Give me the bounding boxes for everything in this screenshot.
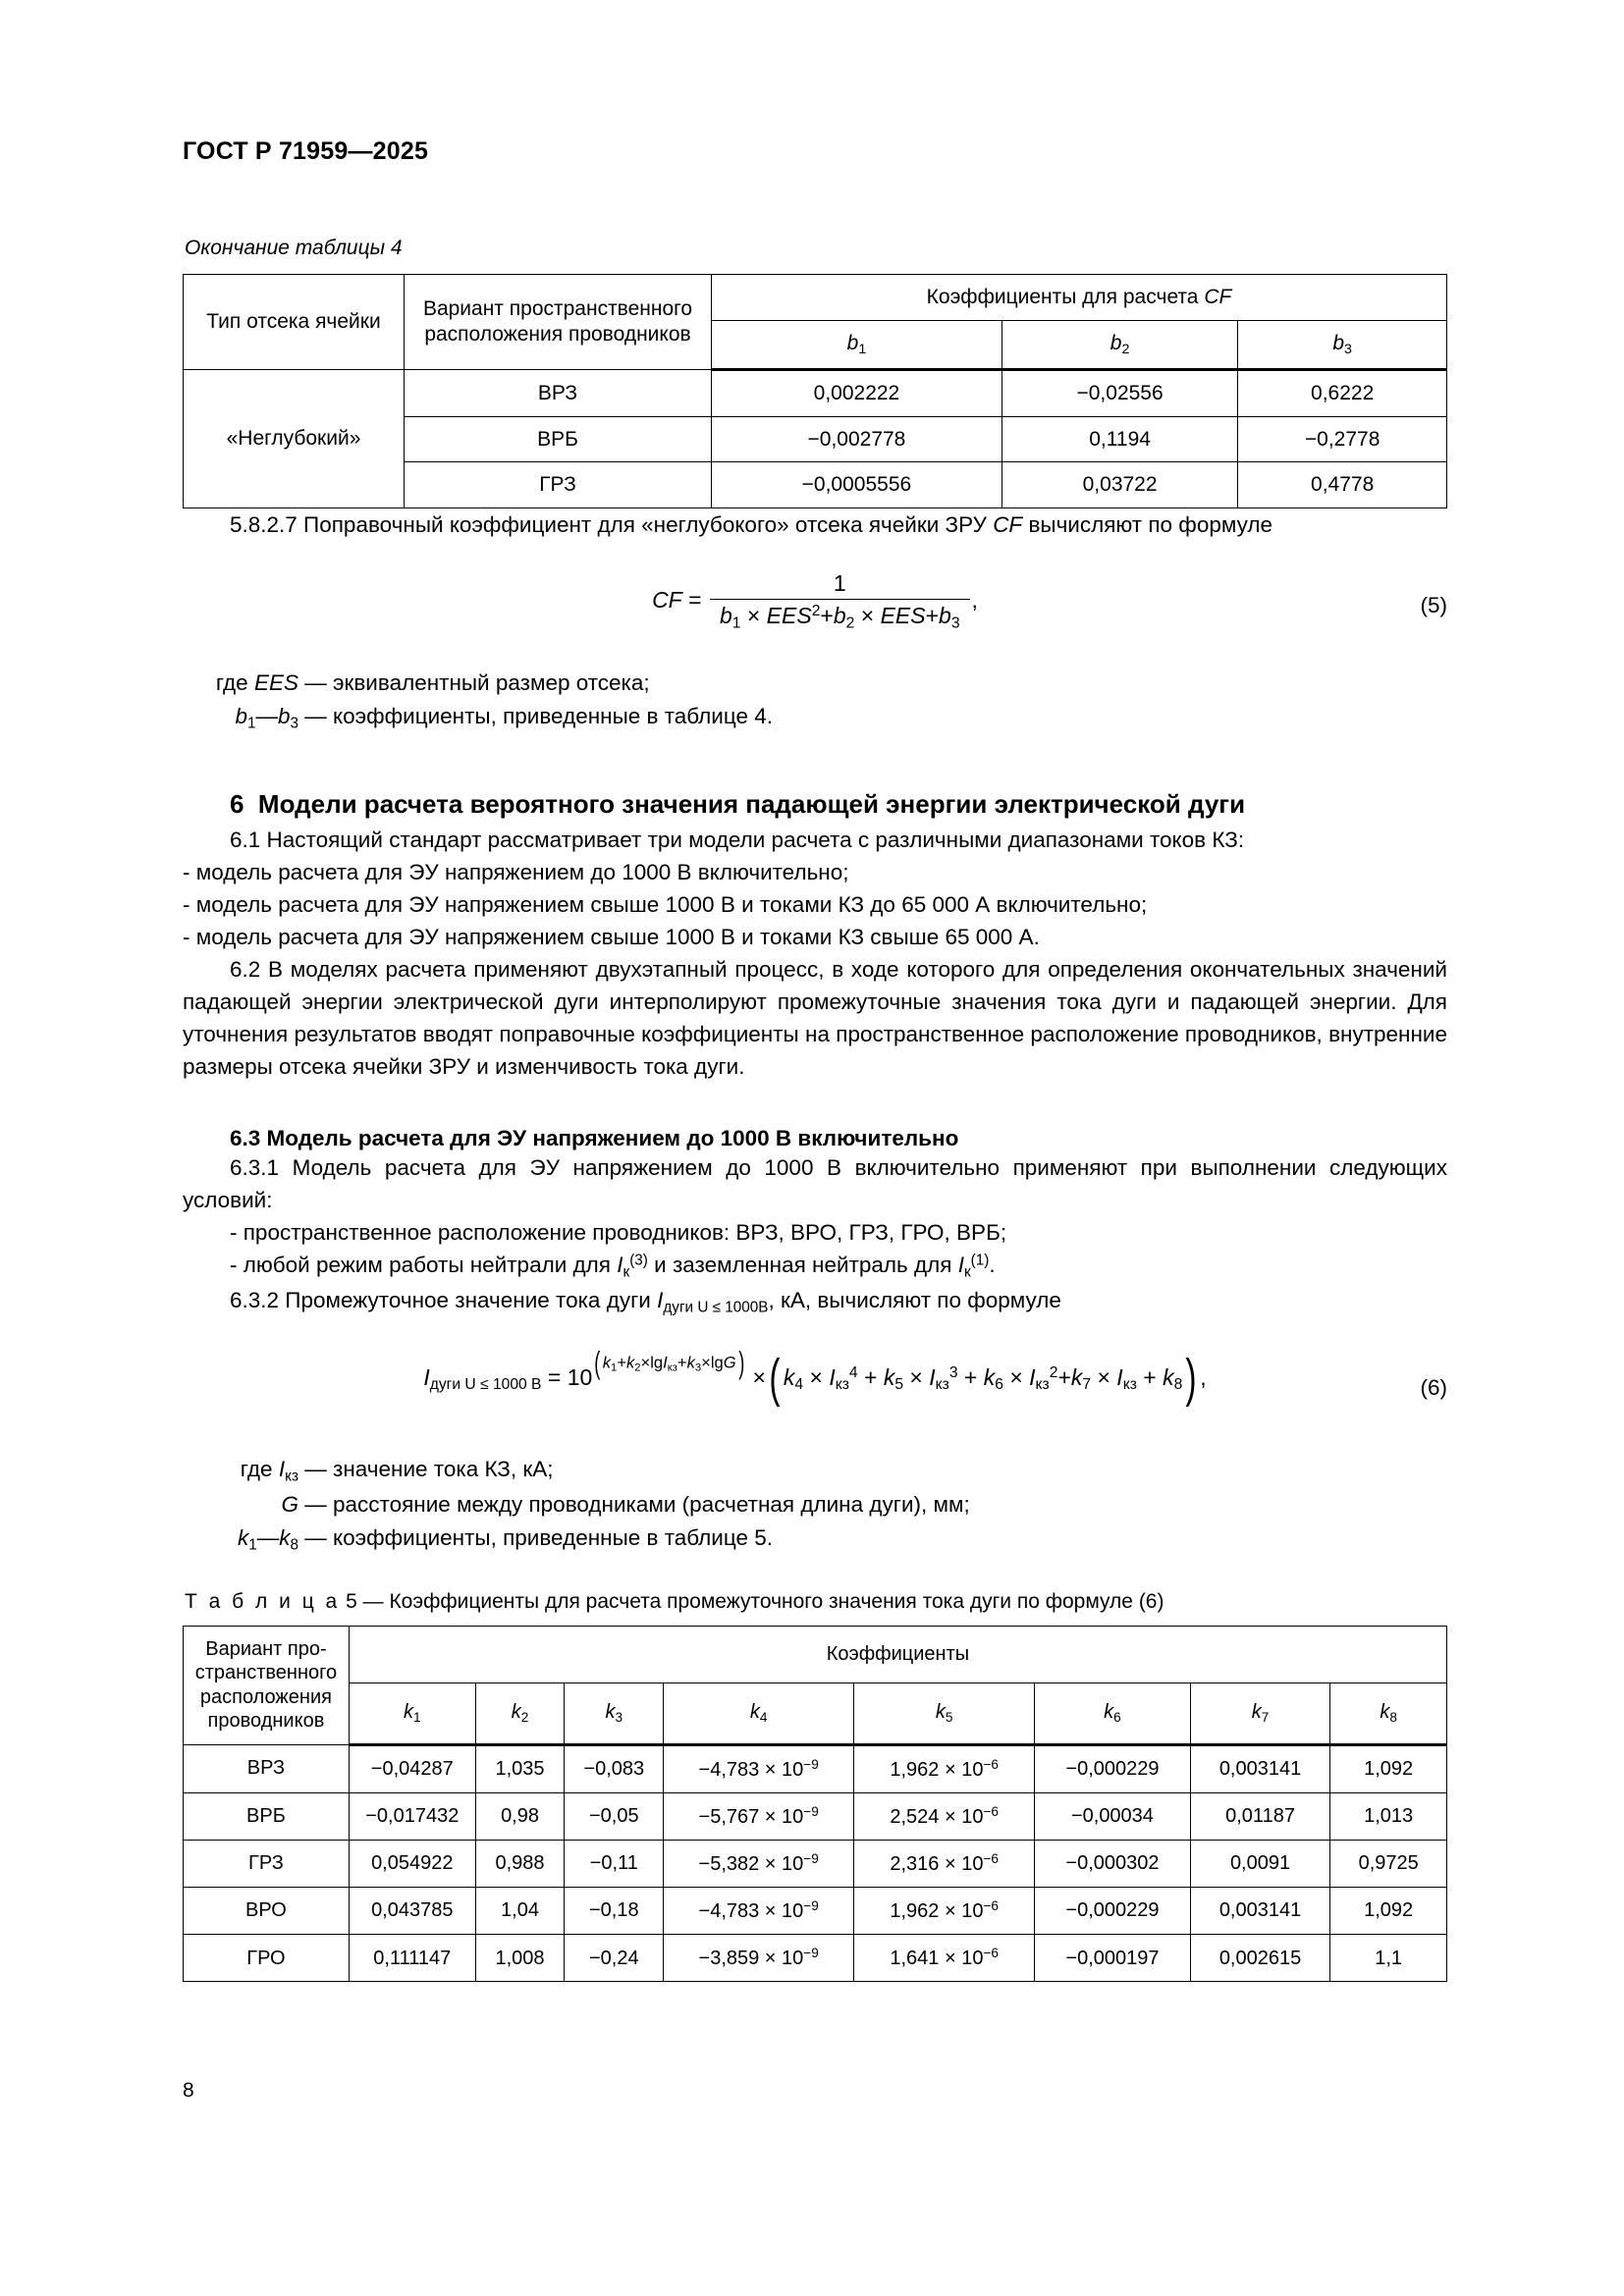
table5-cell-k6: −0,000302 (1035, 1840, 1191, 1887)
formula-6-lhs-subscript: дуги U ≤ 1000 В (429, 1375, 542, 1393)
table4-b1-subscript: 1 (858, 341, 867, 357)
formula-6-comma: , (1200, 1363, 1207, 1390)
table5-cell-k2: 1,04 (475, 1888, 565, 1935)
formula-6-k7: k (1070, 1363, 1083, 1390)
formula-6-times-1: × (809, 1363, 823, 1390)
formula-6-plus-4: + (1143, 1363, 1157, 1390)
table5-k5-subscript: 5 (945, 1710, 953, 1726)
formula-6-where-word: где (240, 1456, 273, 1481)
table4-cell-b3: 0,6222 (1238, 370, 1447, 417)
formula-5-where-symbol-b3: b (277, 703, 291, 728)
formula-6-where-symbol-I: I (278, 1456, 286, 1481)
table5-cell-k8: 0,9725 (1330, 1840, 1447, 1887)
bullet2-sub-second: к (963, 1263, 971, 1281)
formula-6-where-symbol-G: G (281, 1492, 298, 1517)
table5-k8-subscript: 8 (1389, 1710, 1397, 1726)
table5-k4-exponent: −9 (803, 1803, 819, 1819)
table5-k4-exponent: −9 (803, 1756, 819, 1772)
table5-header-cell-k8 (1330, 1683, 1447, 1744)
table5-k5-exponent: −6 (983, 1946, 999, 1961)
table4-header-variant-line1: Вариант пространственного (422, 297, 693, 321)
table5-cell-k6: −0,000229 (1035, 1888, 1191, 1935)
table5-k4-mantissa: −4,783 × 10 (698, 1899, 804, 1922)
table5-k3-subscript: 3 (615, 1710, 623, 1726)
table5-header-row-1 (184, 1626, 1447, 1682)
table4-continuation-caption: Окончание таблицы 4 (185, 237, 403, 259)
table5-k1-subscript: 1 (412, 1710, 421, 1726)
formula-6-exp-k3-sub: 3 (694, 1362, 702, 1374)
formula-6-where-label-2 (183, 1488, 298, 1522)
formula-6-where-symbol-k8: k (279, 1524, 291, 1550)
formula-5-where-symbol-b1: b (235, 703, 247, 728)
formula-5-where-dash-2: — (304, 703, 327, 728)
formula-6-exp-k2-sub: 2 (634, 1362, 641, 1374)
table-row (184, 1792, 1447, 1840)
formula-6-I1-sub: кз (1122, 1375, 1137, 1393)
table5-header-cell-k4 (664, 1683, 854, 1744)
table4-cell-b1: −0,0005556 (712, 462, 1002, 508)
table5-k7-subscript: 7 (1261, 1710, 1270, 1726)
table5-cell-k7: 0,003141 (1190, 1744, 1330, 1792)
table5-header-variant-line4: проводников (207, 1710, 325, 1733)
formula-6-exp-paren-open: ( (594, 1345, 601, 1380)
table4-b1-symbol: b (846, 331, 859, 354)
table5-cell-k5 (854, 1935, 1035, 1982)
formula-6-where-text-2: расстояние между проводниками (расчетная длина дуги), мм; (333, 1492, 970, 1517)
table5-cell-variant: ГРЗ (184, 1840, 350, 1887)
formula-6-exp-paren-close: ) (737, 1345, 744, 1380)
table4-header-row-1 (184, 275, 1447, 321)
table-5-caption-text: — Коэффициенты для расчета промежуточного значения тока дуги по формуле (6) (362, 1589, 1164, 1613)
formula-5-expression (183, 570, 1447, 632)
table4-group-label-neglubokiy: «Неглубокий» (184, 370, 405, 508)
section-6-3-heading: 6.3 Модель расчета для ЭУ напряжением до 1000 В включительно (230, 1126, 959, 1151)
table4-header-cell-variant (405, 275, 712, 370)
table5-cell-k6: −0,000229 (1035, 1744, 1191, 1792)
table5-header-variant-line1: Вариант про- (205, 1637, 327, 1660)
formula-6-plus-1: + (863, 1363, 878, 1390)
formula-6-where-sub-k8: 8 (290, 1536, 298, 1554)
formula-6-I4-sub: кз (835, 1375, 849, 1393)
formula-5-where-symbol-ees: EES (253, 669, 298, 695)
table-row (184, 1888, 1447, 1935)
table4-header-cell-group (712, 275, 1447, 321)
formula-6-k7-sub: 7 (1082, 1375, 1092, 1393)
formula-5-where-text-2: коэффициенты, приведенные в таблице 4. (333, 703, 774, 728)
paragraph-6-3-2-post: , кА, вычисляют по формуле (768, 1288, 1061, 1313)
table-5-caption-number: 5 (346, 1589, 357, 1613)
table5-cell-k7: 0,002615 (1190, 1935, 1330, 1982)
table5-cell-k8: 1,013 (1330, 1792, 1447, 1840)
table5-k4-exponent: −9 (803, 1898, 819, 1914)
formula-5-where-label-1 (183, 667, 298, 700)
table5-k3-symbol: k (605, 1701, 616, 1724)
paragraph-6-3-2 (183, 1284, 1447, 1319)
table5-cell-k1: 0,054922 (349, 1840, 475, 1887)
formula-6-I1: I (1116, 1363, 1123, 1390)
formula-5-den-plus1: + (820, 602, 834, 628)
table5-cell-variant: ВРБ (184, 1792, 350, 1840)
table5-k5-mantissa: 2,316 × 10 (890, 1852, 984, 1875)
table4-cell-variant: ВРЗ (405, 370, 712, 417)
formula-6-I3-sub: кз (935, 1375, 949, 1393)
formula-6-exp-k2: k (625, 1353, 635, 1372)
table5-k4-symbol: k (749, 1701, 760, 1724)
table5-k4-mantissa: −5,767 × 10 (698, 1805, 804, 1828)
paragraph-6-1: 6.1 Настоящий стандарт рассматривает три модели расчета с различными диапазонами токов КЗ: (230, 827, 1245, 852)
formula-5-den-b2: b (833, 602, 846, 628)
table5-k5-mantissa: 1,962 × 10 (890, 1758, 984, 1781)
section-6-title: Модели расчета вероятного значения падающей энергии электрической дуги (257, 788, 1246, 819)
table4-cell-b1: 0,002222 (712, 370, 1002, 417)
table5-cell-k7: 0,003141 (1190, 1888, 1330, 1935)
formula-6-I4: I (829, 1363, 836, 1390)
formula-5-row (183, 570, 1447, 641)
table5-k1-symbol: k (403, 1701, 413, 1724)
table5-header-cell-k6 (1035, 1683, 1191, 1744)
table5-k8-symbol: k (1380, 1701, 1390, 1724)
formula-6-row (183, 1345, 1447, 1423)
formula-6-where-row-3 (183, 1522, 1447, 1557)
table5-cell-k6: −0,000197 (1035, 1935, 1191, 1982)
formula-6-k6: k (983, 1363, 996, 1390)
formula-5-fraction (710, 570, 970, 632)
table4-header-group-label: Коэффициенты для расчета CF (926, 286, 1232, 308)
table5-cell-k4 (664, 1840, 854, 1887)
table5-k5-exponent: −6 (983, 1850, 999, 1866)
formula-6-k8: k (1163, 1363, 1174, 1390)
formula-6-where-dash-2: — (304, 1492, 327, 1517)
table5-cell-k4 (664, 1744, 854, 1792)
table5-cell-k8: 1,1 (1330, 1935, 1447, 1982)
table5-cell-k5 (854, 1792, 1035, 1840)
table5-cell-k3: −0,083 (565, 1744, 664, 1792)
formula-6-plus-2: + (963, 1363, 978, 1390)
document-header-standard-code: ГОСТ Р 71959—2025 (183, 137, 429, 165)
formula-5-equals: = (688, 586, 702, 613)
table5-cell-k3: −0,05 (565, 1792, 664, 1840)
formula-5-where-dash-1: — (304, 669, 327, 695)
table-row (184, 1840, 1447, 1887)
table5-header-cell-k3 (565, 1683, 664, 1744)
table-5 (183, 1626, 1447, 1983)
formula-6-times-2: × (909, 1363, 923, 1390)
table5-cell-k2: 1,035 (475, 1744, 565, 1792)
table5-k4-exponent: −9 (803, 1850, 819, 1866)
formula-6-I3-sup: 3 (948, 1363, 958, 1381)
table4-cell-b3: −0,2778 (1238, 416, 1447, 462)
formula-6-exp-times1: × (640, 1353, 651, 1372)
table5-header-cell-k7 (1190, 1683, 1330, 1744)
table5-k7-symbol: k (1251, 1701, 1262, 1724)
table5-header-variant-line2: странственного (194, 1662, 338, 1684)
formula-5-where-sub-b1: 1 (246, 714, 256, 731)
table5-cell-k1: 0,043785 (349, 1888, 475, 1935)
formula-6-where-row-2 (183, 1488, 1447, 1522)
table5-cell-k4 (664, 1888, 854, 1935)
formula-5-where-row-1 (183, 667, 1447, 700)
formula-6-exp-plus1: + (617, 1353, 626, 1372)
formula-6-where-label-3 (183, 1522, 298, 1557)
table5-k4-mantissa: −5,382 × 10 (698, 1852, 804, 1875)
table-row (184, 370, 1447, 417)
table5-header-cell-variant (184, 1626, 350, 1744)
table5-cell-k4 (664, 1935, 854, 1982)
table5-cell-variant: ГРО (184, 1935, 350, 1982)
table5-cell-k5 (854, 1888, 1035, 1935)
formula-6-exp-times2: × (701, 1353, 711, 1372)
formula-6-base: 10 (567, 1363, 593, 1390)
table4-header-cell-b3 (1238, 320, 1447, 369)
formula-6-paren-close: ) (1185, 1348, 1197, 1408)
formula-6-k4: k (783, 1363, 795, 1390)
table4-b2-subscript: 2 (1121, 341, 1130, 357)
formula-6-k8-sub: 8 (1173, 1375, 1183, 1393)
table-row (184, 1935, 1447, 1982)
table5-k5-mantissa: 1,962 × 10 (890, 1899, 984, 1922)
formula-6-k5-sub: 5 (894, 1375, 904, 1393)
formula-5-den-b2-sub: 2 (845, 614, 855, 632)
table4-cell-b2: 0,03722 (1001, 462, 1237, 508)
table4-header-cell-type: Тип отсека ячейки (184, 275, 405, 370)
formula-5-where-mdash: — (255, 703, 278, 728)
table5-cell-k4 (664, 1792, 854, 1840)
formula-5-where-label-2 (183, 700, 298, 735)
formula-6-where-symbol-k1: k (237, 1524, 249, 1550)
formula-6-where-label-1 (183, 1453, 298, 1488)
table4-header-cell-b2 (1001, 320, 1237, 369)
table5-header-cell-k2 (475, 1683, 565, 1744)
table5-k4-mantissa: −4,783 × 10 (698, 1758, 804, 1781)
table5-header-cell-group: Коэффициенты (349, 1626, 1446, 1682)
paragraph-6-1-bullet-1: - модель расчета для ЭУ напряжением до 1000 В включительно; (183, 859, 849, 884)
table5-cell-k7: 0,0091 (1190, 1840, 1330, 1887)
table4-cell-variant: ВРБ (405, 416, 712, 462)
paragraph-6-2: 6.2 В моделях расчета применяют двухэтапный процесс, в ходе которого для определения окончательных значений падающей энергии электрической дуги интерполируют промежуточные значения тока дуги и падающей энергии. Для уточнения результатов вводят поправочные коэффициенты на пространственное расположение проводников, внутренние размеры отсека ячейки ЗРУ и изменчивость тока дуги. (183, 956, 1447, 1079)
table5-k5-mantissa: 1,641 × 10 (890, 1948, 984, 1970)
table5-k5-exponent: −6 (983, 1803, 999, 1819)
table5-k2-subscript: 2 (520, 1710, 529, 1726)
formula-6-paren-open: ( (769, 1348, 781, 1408)
paragraph-6-3-1-bullet-2 (183, 1249, 1447, 1284)
table4-cell-b2: 0,1194 (1001, 416, 1237, 462)
page-content (183, 137, 1447, 1982)
table4-cell-variant: ГРЗ (405, 462, 712, 508)
formula-6-plus-3: + (1057, 1363, 1071, 1390)
formula-6-where-dash-3: — (304, 1524, 327, 1550)
clause-5-8-2-7-paragraph (183, 508, 1447, 541)
formula-6-where-dash-1: — (304, 1456, 327, 1481)
table4-cell-b2: −0,02556 (1001, 370, 1237, 417)
table-4 (183, 274, 1447, 508)
formula-6-where-text-3: коэффициенты, приведенные в таблице 5. (333, 1524, 774, 1550)
formula-5-where-row-2 (183, 700, 1447, 735)
formula-5-den-plus2: + (925, 602, 940, 628)
table5-k5-exponent: −6 (983, 1898, 999, 1914)
table5-cell-k5 (854, 1840, 1035, 1887)
formula-6-I2-sup: 2 (1049, 1363, 1058, 1381)
formula-5-den-b3-sub: 3 (950, 614, 960, 632)
formula-6-exp-I1-sub: кз (667, 1362, 677, 1374)
table4-header-cell-b1 (712, 320, 1002, 369)
formula-6-exp-k1: k (602, 1353, 612, 1372)
table4-cell-b3: 0,4778 (1238, 462, 1447, 508)
formula-6-exp-lg2: lg (710, 1353, 724, 1372)
table4-b2-symbol: b (1110, 331, 1122, 354)
table5-k4-subscript: 4 (759, 1710, 768, 1726)
table5-cell-variant: ВРО (184, 1888, 350, 1935)
table5-cell-k8: 1,092 (1330, 1888, 1447, 1935)
section-6-heading (183, 786, 1447, 824)
formula-6-I4-sup: 4 (848, 1363, 858, 1381)
table5-k2-symbol: k (511, 1701, 521, 1724)
paragraph-6-1-bullet-2: - модель расчета для ЭУ напряжением свыше 1000 В и токами КЗ до 65 000 А включительно; (183, 891, 1148, 917)
paragraph-6-3-1-bullet-1: - пространственное расположение проводников: ВРЗ, ВРО, ГРЗ, ГРО, ВРБ; (230, 1220, 1007, 1246)
formula-5-where-block (183, 667, 1447, 735)
table5-cell-k8: 1,092 (1330, 1744, 1447, 1792)
formula-5-number: (5) (1420, 592, 1447, 617)
table5-cell-k5 (854, 1744, 1035, 1792)
table5-cell-k3: −0,18 (565, 1888, 664, 1935)
table5-cell-k2: 1,008 (475, 1935, 565, 1982)
formula-6-multiplication-sign: × (752, 1363, 766, 1390)
table5-cell-k3: −0,11 (565, 1840, 664, 1887)
table5-cell-k1: −0,017432 (349, 1792, 475, 1840)
formula-5-numerator: 1 (710, 570, 970, 600)
formula-6-k4-sub: 4 (794, 1375, 804, 1393)
formula-6-I3: I (929, 1363, 936, 1390)
formula-6-where-block (183, 1453, 1447, 1557)
table5-cell-k2: 0,988 (475, 1840, 565, 1887)
table5-cell-k2: 0,98 (475, 1792, 565, 1840)
formula-5-denominator (710, 600, 970, 632)
bullet2-symbol-I-first: I (617, 1253, 623, 1278)
paragraph-6-3-1: 6.3.1 Модель расчета для ЭУ напряжением до 1000 В включительно применяют при выполнении следующих условий: (183, 1155, 1447, 1213)
formula-5-den-b1: b (719, 602, 732, 628)
formula-6-where-sub-I: кз (285, 1468, 298, 1485)
formula-5-den-ees1: EES (766, 602, 812, 628)
clause-5-8-2-7-text-part1: 5.8.2.7 Поправочный коэффициент для «неглубокого» отсека ячейки ЗРУ (230, 511, 994, 537)
formula-5-den-ees2: EES (880, 602, 926, 628)
formula-6-times-3: × (1009, 1363, 1023, 1390)
formula-6-k6-sub: 6 (995, 1375, 1003, 1393)
formula-6-exp-k1-sub: 1 (611, 1362, 618, 1374)
bullet2-sub-first: к (623, 1263, 630, 1281)
formula-6-number: (6) (1420, 1374, 1447, 1400)
table4-b3-subscript: 3 (1344, 341, 1352, 357)
formula-6-I2-sub: кз (1035, 1375, 1050, 1393)
table5-k6-symbol: k (1104, 1701, 1114, 1724)
table5-cell-k1: 0,111147 (349, 1935, 475, 1982)
formula-6-times-4: × (1097, 1363, 1110, 1390)
table5-cell-k3: −0,24 (565, 1935, 664, 1982)
formula-5-den-b3: b (939, 602, 951, 628)
paragraph-6-3-2-subscript: дуги U ≤ 1000В (663, 1299, 769, 1316)
page-number: 8 (183, 2079, 194, 2102)
formula-6-I2: I (1029, 1363, 1036, 1390)
formula-5-den-ees1-sup: 2 (811, 603, 821, 620)
bullet2-sup-first: (3) (629, 1252, 648, 1269)
table5-cell-variant: ВРЗ (184, 1744, 350, 1792)
formula-6-where-row-1 (183, 1453, 1447, 1488)
table5-k6-subscript: 6 (1113, 1710, 1121, 1726)
formula-6-lhs-symbol: I (423, 1363, 430, 1390)
table5-cell-k1: −0,04287 (349, 1744, 475, 1792)
table5-header-cell-k1 (349, 1683, 475, 1744)
formula-5-where-text-1: эквивалентный размер отсека; (333, 669, 650, 695)
bullet2-pre-text: - любой режим работы нейтрали для (230, 1253, 618, 1278)
clause-5-8-2-7-symbol: CF (993, 511, 1023, 537)
formula-6-exp-lg1: lg (650, 1353, 664, 1372)
table5-k4-exponent: −9 (803, 1946, 819, 1961)
bullet2-end-text: . (989, 1253, 996, 1278)
table5-k5-exponent: −6 (983, 1756, 999, 1772)
formula-5-den-b1-sub: 1 (731, 614, 741, 632)
table4-cell-b1: −0,002778 (712, 416, 1002, 462)
table5-cell-k6: −0,00034 (1035, 1792, 1191, 1840)
bullet2-sup-second: (1) (970, 1252, 990, 1269)
formula-5-den-times1: × (746, 602, 761, 628)
formula-5-den-times2: × (860, 602, 875, 628)
formula-5-comma: , (971, 586, 978, 613)
table5-header-cell-k5 (854, 1683, 1035, 1744)
formula-6-exp-k3: k (686, 1353, 695, 1372)
table5-cell-k7: 0,01187 (1190, 1792, 1330, 1840)
clause-5-8-2-7-text-part2: вычисляют по формуле (1022, 511, 1272, 537)
formula-6-exp-I1: I (663, 1353, 668, 1372)
table4-b3-symbol: b (1332, 331, 1345, 354)
formula-5-lhs: CF (652, 586, 682, 613)
table5-header-row-2 (184, 1683, 1447, 1744)
table5-header-variant-line3: расположения (199, 1685, 332, 1708)
formula-6-exponent (592, 1345, 746, 1380)
formula-6-exp-plus2: + (677, 1353, 687, 1372)
paragraph-6-3-2-symbol-I: I (657, 1288, 664, 1313)
formula-6-where-sub-k1: 1 (248, 1536, 257, 1554)
formula-5-where-sub-b3: 3 (290, 714, 298, 731)
table4-header-group-symbol: CF (1204, 286, 1232, 308)
formula-6-equals: = (547, 1363, 562, 1390)
paragraph-6-1-bullet-3: - модель расчета для ЭУ напряжением свыше 1000 В и токами КЗ свыше 65 000 А. (183, 924, 1040, 949)
table5-k4-mantissa: −3,859 × 10 (698, 1948, 804, 1970)
table-5-caption-word: Т а б л и ц а (185, 1589, 341, 1613)
formula-6-where-text-1: значение тока КЗ, кА; (333, 1456, 554, 1481)
table5-k5-symbol: k (935, 1701, 946, 1724)
formula-6-where-mdash: — (256, 1524, 280, 1550)
section-6-number: 6 (230, 788, 244, 819)
table5-k5-mantissa: 2,524 × 10 (890, 1805, 984, 1828)
paragraph-6-3-2-pre: 6.3.2 Промежуточное значение тока дуги (230, 1288, 658, 1313)
table-row (184, 1744, 1447, 1792)
formula-6-exp-G: G (723, 1353, 736, 1372)
bullet2-symbol-I-second: I (957, 1253, 964, 1278)
table4-header-variant-line2: расположения проводников (424, 323, 691, 346)
formula-6-expression (183, 1345, 1447, 1408)
bullet2-mid-text: и заземленная нейтраль для (647, 1253, 958, 1278)
formula-5-where-word: где (215, 669, 248, 695)
table-5-caption (185, 1590, 1447, 1614)
formula-6-k5: k (883, 1363, 895, 1390)
